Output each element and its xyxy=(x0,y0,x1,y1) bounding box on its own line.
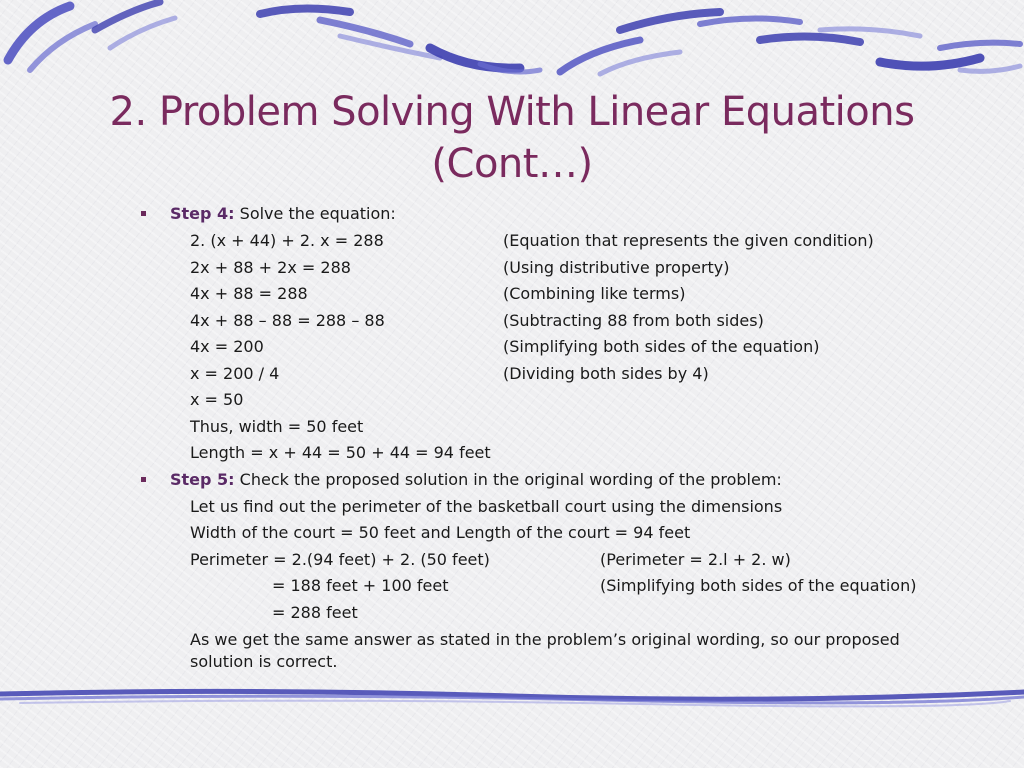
equation-line: Thus, width = 50 feet xyxy=(190,417,364,436)
equation-line: Length = x + 44 = 50 + 44 = 94 feet xyxy=(190,443,491,462)
result-equation: = 288 feet xyxy=(272,603,358,622)
bullet-step-5 xyxy=(141,477,146,482)
title-line-1: 2. Problem Solving With Linear Equations xyxy=(109,89,915,135)
step-5-heading xyxy=(170,470,782,490)
step-4-label: Step 4: xyxy=(170,204,235,223)
equation-note: (Subtracting 88 from both sides) xyxy=(503,311,764,330)
step-5-label: Step 5: xyxy=(170,470,235,489)
equation-line: 4x = 200 xyxy=(190,337,264,356)
perimeter-equation: Perimeter = 2.(94 feet) + 2. (50 feet) xyxy=(190,550,490,569)
simplify-equation: = 188 feet + 100 feet xyxy=(272,576,449,595)
equation-line: 4x + 88 = 288 xyxy=(190,284,308,303)
equation-note: (Using distributive property) xyxy=(503,258,730,277)
title-line-2: (Cont…) xyxy=(431,141,593,187)
bullet-step-4 xyxy=(141,211,146,216)
equation-line: x = 200 / 4 xyxy=(190,364,280,383)
step-4-text: Solve the equation: xyxy=(234,204,396,223)
equation-line: 4x + 88 – 88 = 288 – 88 xyxy=(190,311,385,330)
conclusion-text: As we get the same answer as stated in the problem’s original wording, so our proposed solution is correct. xyxy=(190,630,900,671)
equation-note: (Equation that represents the given condition) xyxy=(503,231,874,250)
perimeter-note: (Perimeter = 2.l + 2. w) xyxy=(600,550,791,569)
equation-note: (Simplifying both sides of the equation) xyxy=(503,337,820,356)
equation-line: x = 50 xyxy=(190,390,244,409)
simplify-note: (Simplifying both sides of the equation) xyxy=(600,576,917,595)
equation-line: 2. (x + 44) + 2. x = 288 xyxy=(190,231,384,250)
equation-note: (Dividing both sides by 4) xyxy=(503,364,709,383)
step-5-text: Check the proposed solution in the original wording of the problem: xyxy=(234,470,782,489)
step-5-line-1: Let us find out the perimeter of the basketball court using the dimensions xyxy=(190,497,783,516)
step-5-line-2: Width of the court = 50 feet and Length of the court = 94 feet xyxy=(190,523,691,542)
step-4-heading xyxy=(170,204,396,224)
equation-note: (Combining like terms) xyxy=(503,284,686,303)
equation-line: 2x + 88 + 2x = 288 xyxy=(190,258,351,277)
decorative-swoosh-bottom xyxy=(0,684,1024,708)
